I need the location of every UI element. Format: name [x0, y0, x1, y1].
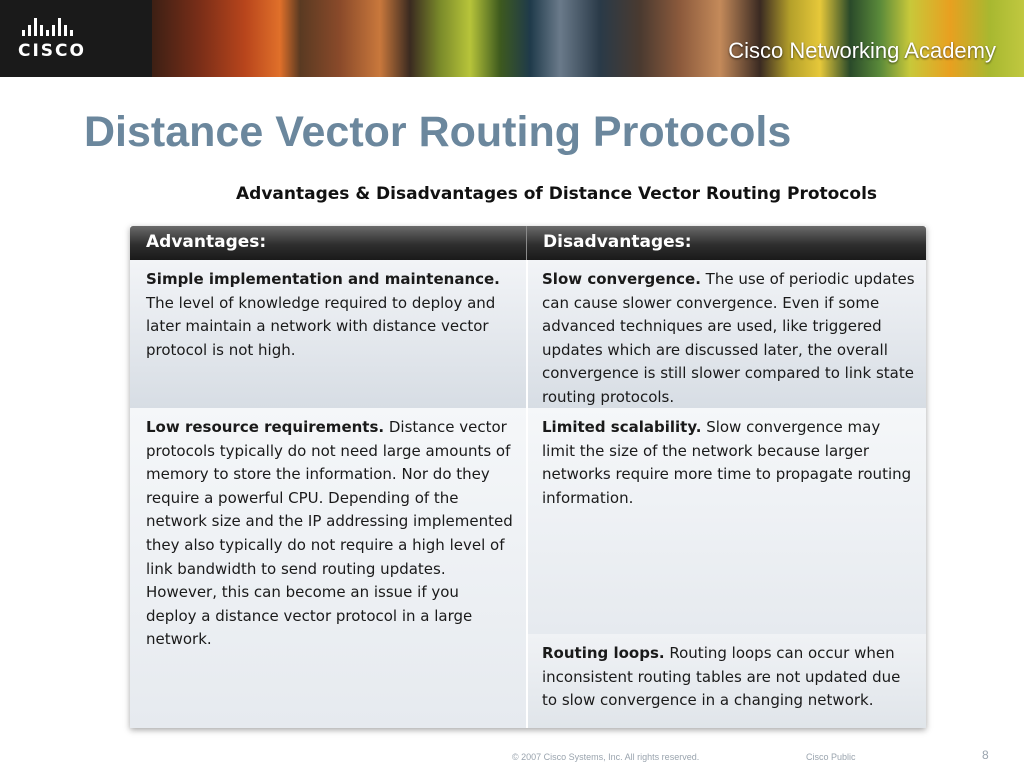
disadvantage-1-text: The use of periodic updates can cause slower convergence. Even if some advanced techniques are used, like triggered updates which are discussed later, the overall convergence is still slower compared to link state routing protocols.: [542, 270, 915, 406]
page-number: 8: [982, 748, 989, 762]
disadvantage-1-heading: Slow convergence.: [542, 270, 701, 288]
header-advantages: Advantages:: [146, 232, 267, 252]
disadvantage-3-text: Routing loops can occur when inconsistent routing tables are not updated due to slow convergence in a changing network.: [542, 644, 901, 710]
slide-title: Distance Vector Routing Protocols: [84, 108, 792, 156]
disadvantage-3-heading: Routing loops.: [542, 644, 665, 662]
advantage-1-heading: Simple implementation and maintenance.: [146, 270, 500, 288]
table-header: [130, 226, 926, 260]
disadvantage-2-heading: Limited scalability.: [542, 418, 702, 436]
advantage-2-heading: Low resource requirements.: [146, 418, 385, 436]
logo-panel: [0, 0, 152, 77]
footer-classification: Cisco Public: [806, 752, 856, 762]
table-caption: Advantages & Disadvantages of Distance Vector Routing Protocols: [236, 184, 878, 204]
cisco-logo: [18, 16, 98, 62]
networking-academy-brand: [728, 38, 996, 64]
disadvantage-cell-1: [527, 260, 926, 408]
cisco-logo-text: CISCO: [18, 41, 86, 61]
column-divider: [526, 260, 527, 728]
footer-copyright: © 2007 Cisco Systems, Inc. All rights reserved.: [512, 752, 700, 762]
advantage-1-text: The level of knowledge required to deploy and later maintain a network with distance vector protocol is not high.: [146, 293, 496, 359]
advantage-cell-1: [130, 260, 526, 408]
advantage-2-text: Distance vector protocols typically do not need large amounts of memory to store the information. Nor do they require a powerful CPU. Depending of the network size and the IP addressing implemented they also typically do not require a high level of link bandwidth to send routing updates. However, this can become an issue if you deploy a distance vector protocol in a large network.: [146, 418, 513, 649]
disadvantage-cell-3: [527, 634, 926, 728]
header-disadvantages: Disadvantages:: [526, 226, 926, 260]
disadvantage-cell-2: [527, 408, 926, 634]
comparison-table: [130, 226, 926, 728]
cisco-bars-icon: [22, 16, 98, 36]
academy-brand-rest: Networking Academy: [783, 38, 996, 63]
header-banner: [0, 0, 1024, 77]
disadvantage-2-text: Slow convergence may limit the size of the network because larger networks require more time to propagate routing information.: [542, 418, 912, 507]
academy-brand-cisco: Cisco: [728, 38, 784, 63]
advantage-cell-2: [130, 408, 526, 728]
